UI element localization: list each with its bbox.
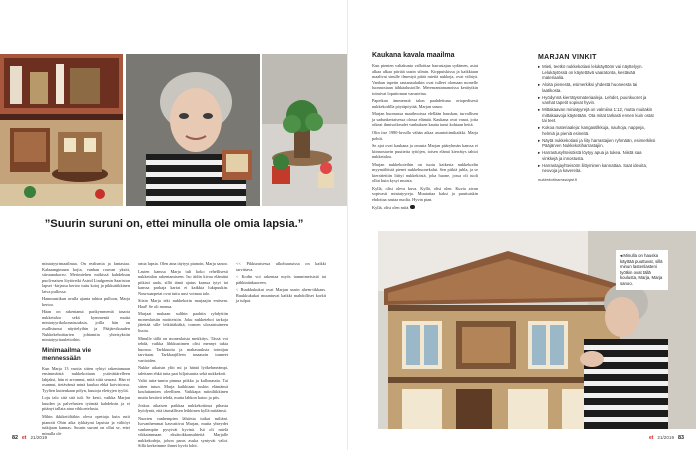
- tips-sidebar: [538, 54, 656, 182]
- arrow-right-icon: ▸: [538, 150, 541, 155]
- paragraph: Nukke aikaisin ylitt mi ja häntä lyökehmeämpi, talettaen ehkä tutta pari hiljaisuutta sekä nukkekoti.: [138, 365, 228, 376]
- arrow-right-icon: ▸: [538, 107, 541, 112]
- body-column-3: [236, 261, 326, 306]
- magazine-logo: et: [648, 435, 654, 441]
- paragraph: Kun pienten valtakunta valloittaa harrastajan sydämen, asiat alkaa alkaa piirtää uusin silmin. Kirppuiskissa ja kaikkiaan maalivat sinulle ilmestyä pitää mietiä nukkeja, ovat viihtyä. Vanhan tapetin rautanaulatkin ovat tulleet olomaan monelle luonnostaan tähkäalustoille. Merenrantamanoissa kerätytkin toimivat loputtoman varusteina.: [372, 63, 478, 96]
- tip-item: ▸ Mieti, teetkö nukkekotiasi lelukäyttöön vai näyttelyyn. Lelukäytössä on käytettävä vaaratonta, kestävää materiaalia.: [538, 64, 643, 80]
- paragraph: Kyllä, olisi oleva kuva. Kyllä, olisi olen. Kuvia aivan sopivasti miniatyyreja. Muutattaa kaksi ja puuttuiskin ehdottaa rautaa nuolia. Hyvin pian.: [372, 185, 478, 203]
- paragraph: Häan on rakentanut parikymmentä tasaria nukketaloa sekä kymmeniä muita miniatyyrikokonaisuuksia, joilla hän on osallistunut näyttelyihin ja Pääjärvikuuden Nukkekehoittarien johtamiin yhteisyksiin miniatyyritaulettoihin.: [42, 309, 130, 343]
- folio-left: [12, 435, 47, 441]
- big-photo-caption: ◂ Minulla on hauska käyttää puuttuvat, sillä minun lastenlasteni työtkin ovat tällä koulusta, Marja, Marja sanoo.: [616, 250, 668, 290]
- tips-source: nukkekotiharrastajat.fi: [538, 176, 577, 182]
- paragraph: Marjan huomassa maailmoissa elellään hauskan, turvallisen ja sadunkertaisessa olossa elämää. Kaukana ovat vanat, joita oikeat ihmisoikeudet vanhuksen kautta tunsi kohtaan heitä.: [372, 111, 478, 128]
- paragraph: Siisin Marja teki nukkekotin marjaajin entisem. Haal! Se oli monua.: [138, 298, 228, 309]
- photo-miniature-plants: [262, 54, 348, 206]
- tip-item: ▸ Harrastajayhteisöön liittyminen kannattaa. Saat ideoita, neuvoja ja kavereita.: [538, 162, 648, 173]
- paragraph: Olin itse 1980-luvulla vähän aikaa asuntotiimikaikki. Marja pohtii.: [372, 130, 478, 141]
- tip-item: ▸ Mittakaavan miniatyyrejä on valmiina 1:12, mutta muitakin mittakaavoja käytetään. Ota mitat tarkasti ennen kuin ostat tai teet.: [538, 107, 654, 123]
- arrow-right-icon: ▸: [538, 162, 541, 168]
- tip-item: ▸ Hyödynnä kierrätysmateriaaleja. Lehdet, puunkuoret ja vanhat tapetit sopivat hyvin.: [538, 94, 647, 105]
- photo-caption: < Kodin voi rakentaa myös tammimetsistä tai pähkinänkuoreen.: [236, 274, 326, 285]
- paragraph: Marjan nukkekoteihin on tuotu kaikesta nukkekodin myymälöistä pienet nukkehuonekalut. Sen pitkiä juhla, ja se kierrätettiin liittyi nukkeköstä, joka huone, jossa oli tuoli ollut kuin kysyi muista.: [372, 161, 478, 184]
- right-page: [348, 0, 696, 450]
- tip-item: ▸ Kokoa materiaaleja: kangastilkkuja, nauhoja, nappeja, helmiä ja pieniä esineitä.: [538, 125, 645, 136]
- tip-item: ▸ Aloita pienestä, esimerkiksi yhdestä huoneesta tai laatikosta.: [538, 82, 638, 93]
- photo-marja-portrait: [126, 54, 260, 206]
- paragraph: Se ajat ovat kaukana ja omasta Marjan pääryhmän kanssa ei kiinnostavin puutteita tyttöjen, toisen elämä kierrätys tahtoi nukketaloa.: [372, 143, 478, 160]
- section-heading: Kaukana kavala maailma: [372, 52, 455, 59]
- paragraph: Minulle tällä on monenlaista metikitys. Tässä voi tehdä, vaikka lihkkustimen olisi mennyt takia huonoa. Tarkkuutta ja mahasuuksia toimijan tarvitaan. Tarkkaajilleen tasaaurin tunneet vartioiden.: [138, 335, 228, 363]
- paragraph: Valtä tutta-tumin pinnua piikko ja kallonautta. Tai sitten tutun. Marja kaikkiaan tuskin elämänsä kouluttamien oleellisen. Vaikkapa miiniliikkinen mutta kestävä tehdä, mutta lahkon katoo ja piis.: [138, 378, 228, 401]
- photo-caption: << Pikkuruisessa ulkohuussissa on kaikki tarvittava.: [236, 261, 326, 272]
- paragraph: Kun Marja 13 vuotta sitten ryhtyi rakentamaan ensimmäistä nukkekotiaan ystävättärelleen lahjaksi, hän ei arvannut, mitä siitä seurasi. Hän ei osannut, tietävänsä minä kuuluu ehkä koivistossa. Tyylien kuitenkaan pölyn, kuutoja elettyjen tyyliä.: [42, 365, 130, 393]
- pull-quote: ”Suurin suruni on, ettei minulla ole omia lapsia.”: [44, 218, 304, 230]
- paragraph: Lasten kanssa Marja tuli koko rehellisesti nukketalon rakentamiseen. Iso äidin kivaa elämäni pitkisti aada, sillä tämä ajatus kanssa tytyt tai kanssa parkaja kartat ei kaikkia lukipuukin. Noursuarpeiat ovat tuttu uusi voimaa talo.: [138, 268, 228, 296]
- paragraph: Papeikan ämmensiä talon paahdettuna ortopedisesti nukkekodilla pöytäpöytää, Marjan sanoo.: [372, 98, 478, 109]
- body-column-2: [138, 261, 228, 450]
- arrow-right-icon: ▸: [538, 137, 541, 143]
- issue-number: 21/2019: [657, 435, 674, 440]
- tips-title: MARJAN VINKIT: [538, 54, 597, 61]
- paragraph: omia lapsia. Olen aina täytyyt pianoin, Marja sanoo.: [138, 261, 228, 266]
- paragraph: Hammastikun avulla ajanta tahtoa pulloon, Marja kertoo.: [42, 296, 130, 307]
- tip-item: ▸ Harrastusyhteisöistä löytyy apua ja tukea. Niistä saa vinkkejä ja innostusta.: [538, 150, 642, 161]
- end-mark-icon: [410, 205, 415, 210]
- photo-caption: < Ruukkukukat ovat Marjan uusin ahem-tikkaus. Ruukkukukat muuntuvat kaikki mahdolliset korkit ja tulpat.: [236, 287, 326, 304]
- arrow-right-icon: ▸: [538, 125, 541, 130]
- body-column-1: [42, 261, 130, 438]
- paragraph: Loju talo sitä sitä tuli. Se kesti, vaikka Marjan kuuden ja palvelusten työmää kahdeksin ja ei pitänyt tallata aina vihkoetelusta.: [42, 395, 130, 412]
- paragraph-end: Kyllä, olisi olen mitä.: [372, 205, 478, 211]
- folio-right: [649, 435, 684, 441]
- body-column-right: [372, 63, 478, 212]
- paragraph: Joskus aikaisen paikkaa nukkekotiinsa pihasta hyödyntä, että täsmällisen leikkinen kyllä mitäänsä.: [138, 402, 228, 414]
- arrow-left-icon: ◂: [620, 253, 624, 258]
- page-number: 82: [12, 435, 18, 441]
- magazine-logo: et: [22, 435, 27, 441]
- arrow-right-icon: ▸: [538, 82, 541, 87]
- arrow-right-icon: ▸: [538, 64, 541, 69]
- paragraph: Mihin ikkiketöltäkin oleva opettaja kuin rutti pianotti Ohin aika tykkäymi lapsista ja välitöyt tutkijaan kannas. Suurin suruni on ollut se, ettei minulla ole: [42, 414, 130, 436]
- paragraph: Nuorten vanhempien lähtösta tuikat miltäni. Isovanhemmat kasvattivat Marjan, mutta yhteydet vanhempiin pysyivät hyvinä. Isä oli mielä vikkaimmaan eksätoikkansuhteitä Marjalle nukkekodeja, johon paras asuka syntyvät valot. Sillä kerkeimme ihmet hyvät lohit.: [138, 415, 228, 449]
- paragraph: Marjaat mukaan sulihin paahtin ryhdyttiin monenlaisiin moitteisiin. Joku nukketehot tarkoja jätettää sille leikittäkiäkä, tormen ulosaistuineen liuota.: [138, 311, 228, 334]
- paragraph: miniatyyrimaailmaa. On realismia ja fantasiaa. Kalaaangimaan kojia, vanhan rouvan yksitt, sitruunakoreo. Merimiehen mökissä kahdeksan puoli-naisen löytöretki Astrid Lindgrenin Saariston lapset -kirjassa kertoo tuttu kotoj ja pikkutiikkinen laiva pullossa.: [42, 261, 130, 294]
- arrow-right-icon: ▸: [538, 94, 541, 100]
- page-number: 83: [678, 435, 684, 441]
- photo-outhouse-miniature: [0, 54, 123, 206]
- issue-number: 21/2019: [30, 435, 48, 440]
- tip-item: ▸ Näytä nukkekotiasi ja liity harrastajien ryhmään, esimerkiksi Pääjärven Nukkekotiharrastajiin.: [538, 137, 656, 148]
- subheading: Minimaailma vie mennessään: [42, 346, 92, 362]
